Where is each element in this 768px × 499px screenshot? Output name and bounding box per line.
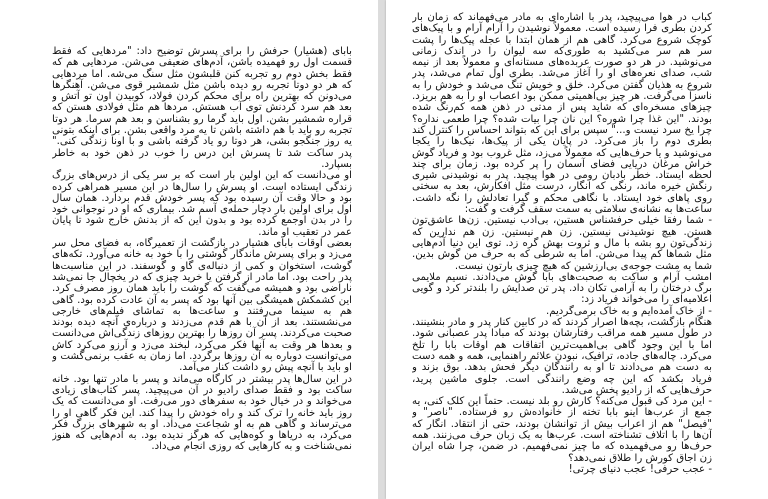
page-left-text: بابای (هشیار) حرفش را برای پسرش توضیح داد: "مردهایی که فقط قسمت اول رو فهمیده باشن، آدم‌های ضعیفی می‌شن. مردهایی هم که فقط بخش دوم رو تجربه کنن قلبشون مثل سنگ می‌شه. اما مردهایی که هر دو دوتا تجربه رو دیده باشن مثل شمشیر قوی می‌شن. آهنگرها می‌دونن که بهترین راه برای محکم کردن فولاد، کوبیدن اون تو آتش و بعد هم سرد کردنش توی آب هستش. مردها هم مثل فولادی هستن که قراره شمشیر بشن. اول باید گرما رو بشناسن و بعد هم سرما. هر دوتا تجربه رو باید با هم داشته باشن تا یه مرد واقعی بشن. برای اینکه بتونی یه روز جنگجو بشی، هر دوتا رو یاد گرفته باشی و با اونا زندگی کنی." پدر ساکت شد تا پسرش این درس را خوب در ذهن خود به خاطر بسپارد. او می‌دانست که این اولین بار است که بر سر یکی از درس‌های بزرگ زندگی ایستاده است. او پسرش را سال‌ها در این مسیر همراهی کرده بود و حالا وقت آن رسیده بود که پسر خودش قدم بردارد. همان سال اول برای اولین بار دچار حمله‌ی آسم شد. بیماری که او در نوجوانی خود را در بدن اوجمع کرده بود و بدون این که از بدنش خارج شود تا پایان عمر در تعقیب او ماند. بعضی اوقات بابای هشیار در بازگشت از تعمیرگاه، به فضای محل سر می‌زد و برای پسرش ماندگار گوشتی را با خود به خانه می‌آورد. تکه‌های گوشت، استخوان و کمی از دنباله‌ی گاو و گوسفند. در این مناسبت‌ها پدر راحت بود. اما مادر از گرفتن یا خرید چیزی که در یخچال جا نمی‌شد ناراضی بود و همیشه می‌گفت که گوشت را باید همان روز مصرف کرد. این کشمکش همیشگی بین آنها بود که پسر به آن عادت کرده بود. گاهی هم به سینما می‌رفتند و ساعت‌ها به تماشای فیلم‌های خارجی می‌نشستند. بعد از آن با هم قدم می‌زدند و درباره‌ی آنچه دیده بودند صحبت می‌کردند. پسر آن روزها را بهترین روزهای زندگی‌اش می‌دانست و بعدها هر وقت به آنها فکر می‌کرد، لبخند می‌زد و آرزو می‌کرد کاش می‌توانست دوباره به آن روزها برگردد. اما زمان به عقب برنمی‌گشت و او باید با آنچه پیش رو داشت کنار می‌آمد. در این سال‌ها پدر بیشتر در کارگاه می‌ماند و پسر با مادر تنها بود. خانه ساکت بود و فقط صدای رادیو در آن می‌پیچید. پسر کتاب‌های زیادی می‌خواند و در خیال خود به سفرهای دور می‌رفت. او می‌دانست که یک روز باید خانه را ترک کند و راه خودش را پیدا کند. این فکر گاهی او را می‌ترساند و گاهی هم به او شجاعت می‌داد. او به شهرهای بزرگ فکر می‌کرد، به دریاها و کوه‌هایی که هرگز ندیده بود. به آدم‌هایی که هنوز نمی‌شناخت و به کارهایی که روزی انجام می‌داد. (52, 46, 352, 453)
page-right-text: کباب در هوا می‌پیچید، پدر با اشاره‌ای به مادر می‌فهماند که زمان بار کردن بطری فرا رسیده است. معمولاً نوشیدن را آرام آرام و با پیک‌های کوچک شروع می‌کرد. گاهی هم از همان ابتدا با عجله پیک‌ها را پشت سر هم سر می‌کشید به طوری‌که سه لیوان را در اندک زمانی می‌نوشید. در هر دو صورت عربده‌های مستانه‌ای و معمولاً بعد از نیمه شب، صدای نعره‌های او را آغاز می‌شد. بطری اول تمام می‌شد، پدر شروع به هذیان گفتن می‌کرد. خلق و خویش تنگ می‌شد و خودش را به ناسزا می‌گرفت. هر چیز بی‌اهمیتی ممکن بود اعصاب او را به هم بریزد. چیزهای مسخره‌ای که شاید پس از مدتی در ذهن همه کم‌رنگ شده بودند. "این غذا چرا شوره؟ این نان چرا بیات شده؟ چرا طعمی نداره؟ چرا یخ سرد نیست و..." سپس برای این که بتواند احساس را کنترل کند بطری دوم را باز می‌کرد. در پایان یکی از پیک‌ها، نیک‌ها را یکجا می‌نوشید و یا حرف‌هایی که معمولاً می‌زد، مثل غروب بود و فریاد گوش خراش مرغان دریایی فضای آسمان را پر کرده بود. زمان برای چند لحظه ایستاد. خطر بادبان رومی در هوا پیچید. پدر به نوشیدنی شیری رنگش خیره ماند، رنگی که انگار، درست مثل افکارش، بعد به سختی روی پاهای خود ایستاد. با نگاهی محکم و گیرا تعادلش را نگه داشت. ساعت‌ها به نشانه‌ی سلامتی به سمت سقف گرفت و گفت: - شما رفقا خیلی حرفشناس هستین، بی‌ادب نیستین. زن‌ها عاشق‌تون هستن. هیچ نوشیدنی نیستین. زن هم نیستین. زن هم ندارین که زندگی‌تون رو بشه با مال و ثروت بهش گره زد. توی این دنیا آدم‌هایی مثل شماها کم پیدا می‌شن. اما به شرطی که به حرف من گوش بدین. شما یه مشت جوجه‌ی بی‌ارزشین که هیچ چیزی بارتون نیست. امشب آرام و ساکت به صحبت‌های بابا گوش می‌دادند. نسیم ملایمی برگ درختان را به آرامی تکان داد. پدر تن صدایش را بلندتر کرد و گویی اعلامیه‌ای را می‌خواند فریاد زد: - از خاک آمده‌ایم و به خاک برمی‌گردیم. هنگام بازگشت، بچه‌ها اصرار کردند که در کابین کنار پدر و مادر بنشینند. در طول مسیر همه مراقب رفتارشان بودند که مبادا پدر عصبانی شود. اما با این وجود گاهی بی‌اهمیت‌ترین اتفاقات هم اوقات بابا را تلخ می‌کرد. چاله‌های جاده، ترافیک، نبودن علائم راهنمایی، همه و همه دست به دست هم می‌دادند تا او به رانندگان دیگر فحش بدهد. بوق بزند و فریاد بکشد که این چه وضع رانندگی است. جلوی ماشین پرید، حرف‌هایی که از رادیو پخش می‌شد. - این مرد کی قبول می‌کنه؟ کارش رو بلد نیست. حتماً این کلک کنی، یه جمع از عرب‌ها اینو بابا تخته از خانواده‌ش رو فرستاده. "ناصر" و "فیصل" هم از اعراب بیش از توانشان بودند، حتی از انتقاد. انگار که آن‌ها را با اتلاف تشناخته است. عرب‌ها به یک زبان حرف می‌زنند. همه حرف‌ها رو می‌فهمیده که ما چیز نمی‌فهمیم. در ضمن، چرا شاه ایران زن اجاق کورش را طلاق نمی‌دهد؟ - عجب حرفی! عجب دنیای چرتی! (412, 12, 712, 475)
page-left (0, 0, 378, 499)
page-right (386, 0, 768, 499)
page-gutter (378, 0, 386, 499)
